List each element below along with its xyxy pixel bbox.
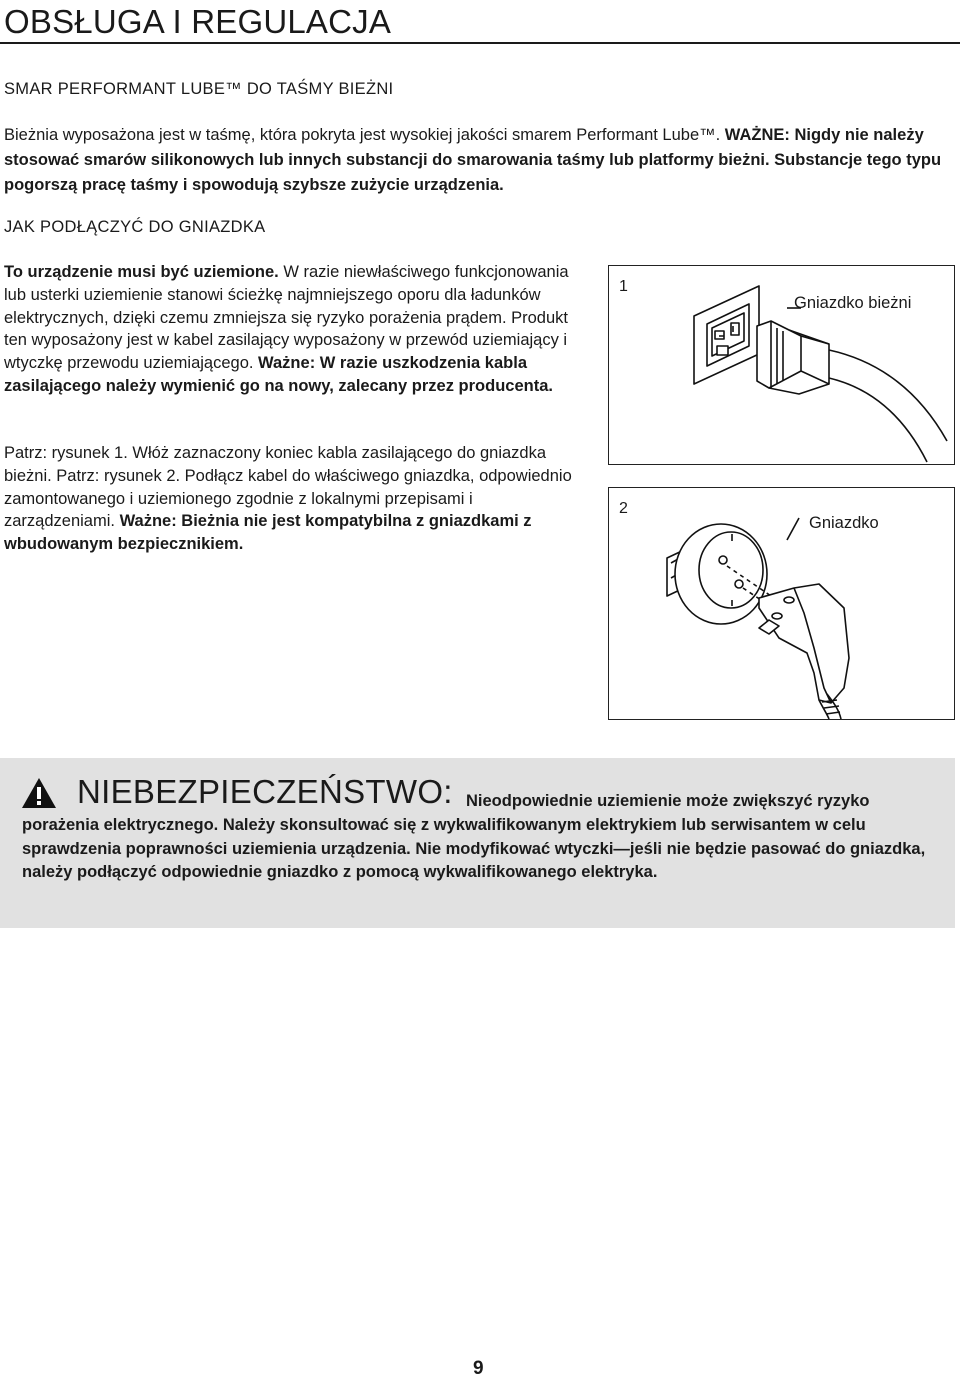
figure-1 [608, 265, 955, 465]
danger-lead-text: Nieodpowiednie uziemienie może zwiększyć ryzyko [466, 792, 870, 810]
lube-paragraph [4, 123, 954, 198]
grounding-text: W razie niewłaściwego funkcjonowania lub usterki uziemienie stanowi ścieżkę najmniejszego oporu dla ładunków elektrycznych, dzięki czemu zmniejsza się ryzyko porażenia prądem. Produkt ten wyposażony jest w kabel zasilający wyposażony w przewód uziemiający i wtyczkę przewodu uziemiającego. [4, 263, 569, 373]
figure-2 [608, 487, 955, 720]
connect-paragraph [4, 442, 584, 556]
danger-body-text: porażenia elektrycznego. Należy skonsultować się z wykwalifikowanym elektrykiem lub serwisantem w celu sprawdzenia poprawności uziemienia urządzenia. Nie modyfikować wtyczki—jeśli nie będzie pasować do gniazdka, należy podłączyć odpowiednie gniazdko z pomocą wykwalifikowanego elektryka. [22, 816, 926, 881]
grounding-important: Ważne: W razie uszkodzenia kabla zasilającego należy wymienić go na nowy, zalecany przez producenta. [4, 354, 553, 395]
warning-triangle-icon [20, 776, 58, 810]
page-title: OBSŁUGA I REGULACJA [4, 3, 392, 40]
figure-1-number: 1 [619, 278, 628, 295]
connect-text: Patrz: rysunek 1. Włóż zaznaczony koniec kabla zasilającego do gniazdka bieżni. Patrz: rysunek 2. Podłącz kabel do właściwego gniazdka, odpowiednio zamontowanego i uziemionego zgodnie z lokalnymi przepisami i zarządzeniami. [4, 444, 572, 531]
danger-title: NIEBEZPIECZEŃSTWO: [77, 773, 453, 810]
plug-section-heading: JAK PODŁĄCZYĆ DO GNIAZDKA [4, 218, 266, 236]
lube-text: Bieżnia wyposażona jest w taśmę, która pokryta jest wysokiej jakości smarem Performant Lube™. [4, 126, 725, 144]
figure-1-label: Gniazdko bieżni [794, 294, 912, 312]
page-number: 9 [473, 1358, 484, 1379]
title-rule [0, 42, 960, 44]
figure-2-label: Gniazdko [809, 514, 879, 532]
figure-2-number: 2 [619, 500, 628, 517]
lube-section-heading: SMAR PERFORMANT LUBE™ DO TAŚMY BIEŻNI [4, 80, 394, 98]
wall-outlet-plug-illustration [609, 488, 954, 719]
connect-important: Ważne: Bieżnia nie jest kompatybilna z gniazdkami z wbudowanym bezpiecznikiem. [4, 512, 532, 554]
treadmill-socket-illustration [609, 266, 954, 464]
lube-warning-text: WAŻNE: Nigdy nie należy stosować smarów silikonowych lub innych substancji do smarowania taśmy lub platformy bieżni. Substancje tego typu pogorszą pracę taśmy i spowodują szybsze zużycie urządzenia. [4, 126, 942, 194]
danger-warning-box [0, 758, 955, 928]
grounding-lead: To urządzenie musi być uziemione. [4, 263, 279, 281]
grounding-paragraph [4, 261, 584, 398]
